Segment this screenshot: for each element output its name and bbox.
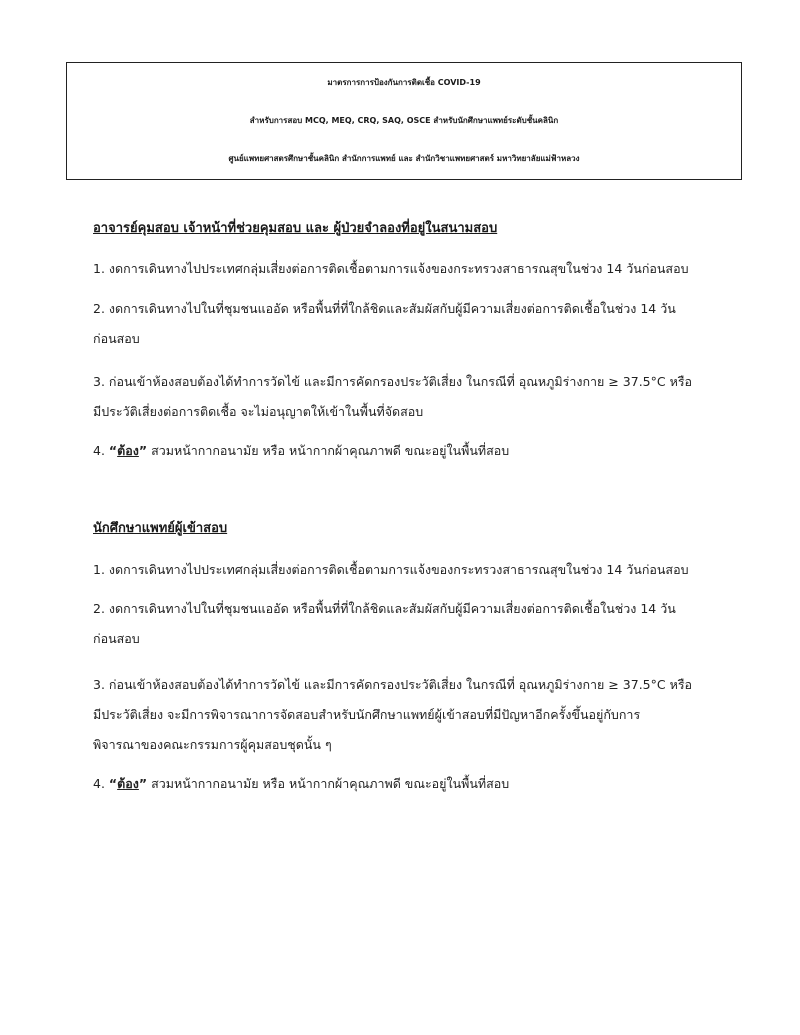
document-title: มาตรการการป้องกันการติดเชื้อ COVID-19 [327, 78, 481, 87]
student-item-4-number: 4. [93, 776, 105, 791]
student-item-3-line-1: 3. ก่อนเข้าห้องสอบต้องได้ทำการวัดไข้ และมีการคัดกรองประวัติเสี่ยง ในกรณีที่ อุณหภูมิร่างกาย ≥ 37.5°C หรือ [93, 677, 693, 692]
staff-item-2-line-2: ก่อนสอบ [93, 331, 140, 346]
student-item-1: 1. งดการเดินทางไปประเทศกลุ่มเสี่ยงต่อการติดเชื้อตามการแจ้งของกระทรวงสาธารณสุขในช่วง 14 วันก่อนสอบ [93, 562, 689, 577]
student-item-3-line-3: พิจารณาของคณะกรรมการผู้คุมสอบชุดนั้น ๆ [93, 737, 332, 752]
student-item-2-line-1: 2. งดการเดินทางไปในที่ชุมชนแออัด หรือพื้นที่ที่ใกล้ชิดและสัมผัสกับผู้มีความเสี่ยงต่อการติดเชื้อในช่วง 14 วัน [93, 601, 676, 616]
student-item-4-open-quote: “ [108, 776, 118, 791]
staff-item-4-close-quote: ” [138, 443, 148, 458]
staff-item-4-open-quote: “ [108, 443, 118, 458]
student-item-4-text: สวมหน้ากากอนามัย หรือ หน้ากากผ้าคุณภาพดี ขณะอยู่ในพื้นที่สอบ [147, 776, 510, 791]
staff-item-4 [93, 443, 509, 459]
document-subtitle: สำหรับการสอบ MCQ, MEQ, CRQ, SAQ, OSCE สำหรับนักศึกษาแพทย์ระดับชั้นคลินิก [249, 116, 559, 125]
staff-item-2-line-1: 2. งดการเดินทางไปในที่ชุมชนแออัด หรือพื้นที่ที่ใกล้ชิดและสัมผัสกับผู้มีความเสี่ยงต่อการติดเชื้อในช่วง 14 วัน [93, 301, 676, 316]
section-staff-title: อาจารย์คุมสอบ เจ้าหน้าที่ช่วยคุมสอบ และ ผู้ป่วยจำลองที่อยู่ในสนามสอบ [93, 221, 498, 236]
student-item-4-close-quote: ” [138, 776, 148, 791]
student-item-3-line-2: มีประวัติเสี่ยง จะมีการพิจารณาการจัดสอบสำหรับนักศึกษาแพทย์ผู้เข้าสอบที่มีปัญหาอีกครั้งขึ้นอยู่กับการ [93, 707, 641, 722]
staff-item-1: 1. งดการเดินทางไปประเทศกลุ่มเสี่ยงต่อการติดเชื้อตามการแจ้งของกระทรวงสาธารณสุขในช่วง 14 วันก่อนสอบ [93, 261, 689, 276]
staff-item-4-text: สวมหน้ากากอนามัย หรือ หน้ากากผ้าคุณภาพดี ขณะอยู่ในพื้นที่สอบ [147, 443, 510, 458]
staff-item-3-line-2: มีประวัติเสี่ยงต่อการติดเชื้อ จะไม่อนุญาตให้เข้าในพื้นที่จัดสอบ [93, 404, 424, 419]
document-organization: ศูนย์แพทยศาสตรศึกษาชั้นคลินิก สำนักการแพทย์ และ สำนักวิชาแพทยศาสตร์ มหาวิทยาลัยแม่ฟ้าหลวง [228, 154, 580, 163]
staff-item-4-number: 4. [93, 443, 105, 458]
section-students-title: นักศึกษาแพทย์ผู้เข้าสอบ [93, 521, 228, 536]
student-item-4 [93, 776, 509, 792]
title-box [66, 62, 742, 180]
staff-item-4-emphasis: ต้อง [117, 443, 139, 458]
staff-item-3-line-1: 3. ก่อนเข้าห้องสอบต้องได้ทำการวัดไข้ และมีการคัดกรองประวัติเสี่ยง ในกรณีที่ อุณหภูมิร่างกาย ≥ 37.5°C หรือ [93, 374, 693, 389]
student-item-4-emphasis: ต้อง [117, 776, 139, 791]
student-item-2-line-2: ก่อนสอบ [93, 631, 140, 646]
